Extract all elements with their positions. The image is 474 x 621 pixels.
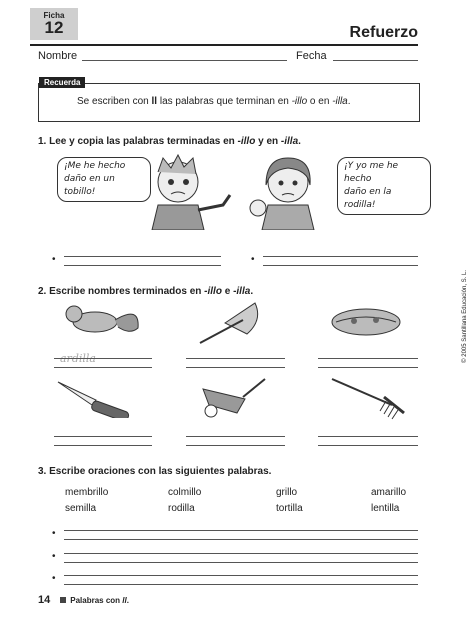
recuerda-label: Recuerda — [39, 77, 85, 88]
answer-line[interactable] — [64, 539, 418, 540]
sample-answer: ardilla — [60, 352, 96, 365]
answer-line[interactable] — [64, 584, 418, 585]
answer-line[interactable] — [186, 358, 285, 359]
page-title: Refuerzo — [349, 24, 418, 41]
word: amarillo — [371, 487, 407, 498]
answer-line[interactable] — [186, 367, 285, 368]
ficha-label: Ficha — [43, 11, 65, 20]
bullet: • — [251, 254, 255, 265]
answer-line[interactable] — [64, 530, 418, 531]
umbrella-illustration — [195, 298, 265, 346]
recuerda-rule: Se escriben con ll las palabras que terminan en -illo o en -illa. — [77, 96, 351, 107]
boy-illustration — [138, 150, 238, 230]
nombre-field[interactable] — [82, 60, 287, 61]
exercise-3-instruction: 3. Escribe oraciones con las siguientes palabras. — [38, 466, 272, 477]
answer-line[interactable] — [54, 367, 152, 368]
answer-line[interactable] — [64, 553, 418, 554]
squirrel-illustration — [60, 300, 145, 340]
answer-line[interactable] — [318, 445, 418, 446]
word: tortilla — [276, 503, 303, 514]
answer-line[interactable] — [64, 562, 418, 563]
answer-line[interactable] — [318, 436, 418, 437]
speech-bubble-girl: ¡Y yo me he hecho daño en la rodilla! — [337, 157, 431, 215]
ficha-badge — [30, 8, 78, 40]
square-bullet-icon — [60, 597, 66, 603]
fecha-label: Fecha — [296, 50, 327, 62]
answer-line[interactable] — [64, 575, 418, 576]
word: lentilla — [371, 503, 400, 514]
page-number: 14 — [38, 594, 51, 606]
speech-bubble-boy: ¡Me he hecho daño en un tobillo! — [57, 157, 151, 202]
fecha-field[interactable] — [333, 60, 418, 61]
bullet: • — [52, 528, 56, 539]
bullet: • — [52, 551, 56, 562]
copyright-notice: © 2005 Santillana Educación, S. L. — [462, 270, 468, 363]
nombre-label: Nombre — [38, 50, 78, 62]
answer-line[interactable] — [263, 256, 418, 257]
answer-line[interactable] — [54, 358, 152, 359]
rake-illustration — [330, 375, 410, 420]
word: semilla — [65, 503, 97, 514]
wheelbarrow-illustration — [195, 375, 270, 423]
word: grillo — [276, 487, 298, 498]
answer-line[interactable] — [64, 256, 221, 257]
answer-line[interactable] — [54, 445, 152, 446]
bullet: • — [52, 573, 56, 584]
word: colmillo — [168, 487, 202, 498]
page-footer — [38, 594, 129, 606]
header-divider — [30, 44, 418, 46]
answer-line[interactable] — [54, 436, 152, 437]
footer-text: Palabras con ll. — [70, 596, 129, 605]
answer-line[interactable] — [64, 265, 221, 266]
answer-line[interactable] — [318, 367, 418, 368]
girl-illustration — [238, 150, 338, 230]
bullet: • — [52, 254, 56, 265]
exercise-2-instruction: 2. Escribe nombres terminados en -illo e -illa. — [38, 286, 254, 297]
answer-line[interactable] — [318, 358, 418, 359]
answer-line[interactable] — [263, 265, 418, 266]
answer-line[interactable] — [186, 445, 285, 446]
knife-illustration — [56, 378, 136, 418]
answer-line[interactable] — [186, 436, 285, 437]
word: membrillo — [65, 487, 109, 498]
sandwich-illustration — [330, 304, 402, 340]
exercise-1-instruction: 1. Lee y copia las palabras terminadas en -illo y en -illa. — [38, 136, 301, 147]
ficha-number: 12 — [44, 18, 64, 37]
word: rodilla — [168, 503, 195, 514]
recuerda-box — [38, 78, 420, 122]
